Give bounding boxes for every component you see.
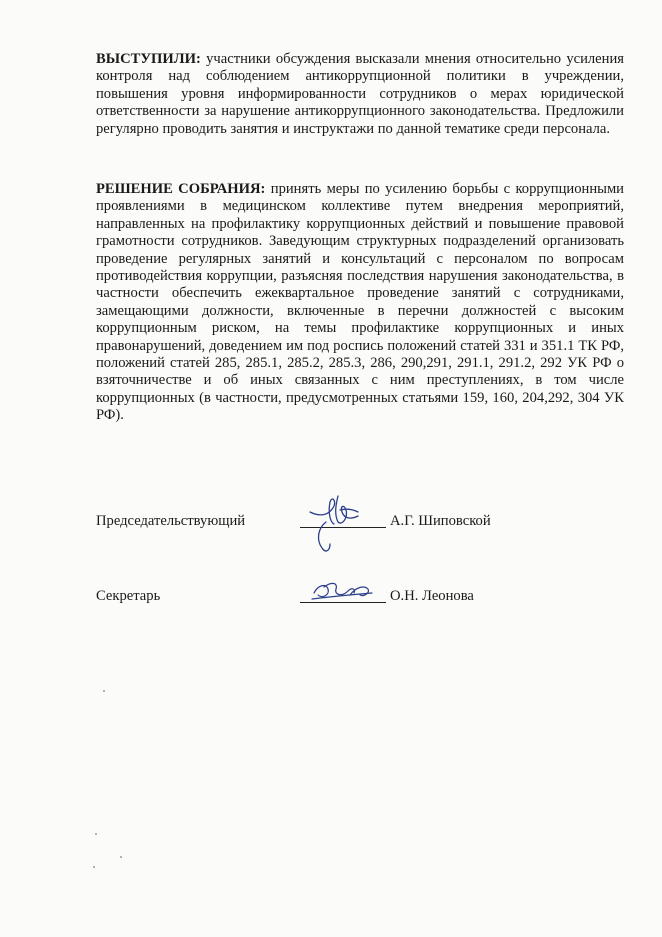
paper-speck <box>120 856 122 858</box>
secretary-role: Секретарь <box>96 588 161 604</box>
secretary-signature <box>308 575 378 609</box>
paper-speck <box>95 833 97 835</box>
chairman-role: Председательствующий <box>96 513 246 529</box>
paper-speck <box>93 866 95 868</box>
speakers-paragraph <box>96 51 624 138</box>
chairman-signature <box>300 488 380 568</box>
decision-label: РЕШЕНИЕ СОБРАНИЯ: <box>96 181 266 197</box>
speakers-label: ВЫСТУПИЛИ: <box>96 51 201 67</box>
decision-text: принять меры по усилению борьбы с коррупционными проявлениями в медицинском коллективе путем внедрения мероприятий, направленных на профилактику коррупционных действий и повышение правовой грамотности сотрудников. Заведующим структурных подразделений организовать проведение регулярных занятий и консультаций с персоналом по вопросам противодействия коррупции, разъясняя последствия нарушения законодательства, в частности обеспечить ежеквартальное проведение занятий с сотрудниками, замещающими должности, включенные в перечни должностей с высоким коррупционным риском, на темы профилактике коррупционных и иных правонарушений, доведением им под роспись положений статей 331 и 351.1 ТК РФ, положений статей 285, 285.1, 285.2, 285.3, 286, 290,291, 291.1, 291.2, 292 УК РФ о взяточничестве и об иных связанных с ним преступлениях, в том числе коррупционных (в частности, предусмотренных статьями 159, 160, 204,292, 304 УК РФ). <box>96 181 624 424</box>
secretary-name: О.Н. Леонова <box>390 588 474 604</box>
speakers-text: участники обсуждения высказали мнения относительно усиления контроля над соблюдением антикоррупционной политики в учреждении, повышения уровня информированности сотрудников о мерах юридической ответственности за нарушение антикоррупционного законодательства. Предложили регулярно проводить занятия и инструктажи по данной тематике среди персонала. <box>96 51 624 137</box>
paper-speck <box>103 690 105 692</box>
decision-paragraph <box>96 181 624 425</box>
chairman-name: А.Г. Шиповской <box>390 513 491 529</box>
